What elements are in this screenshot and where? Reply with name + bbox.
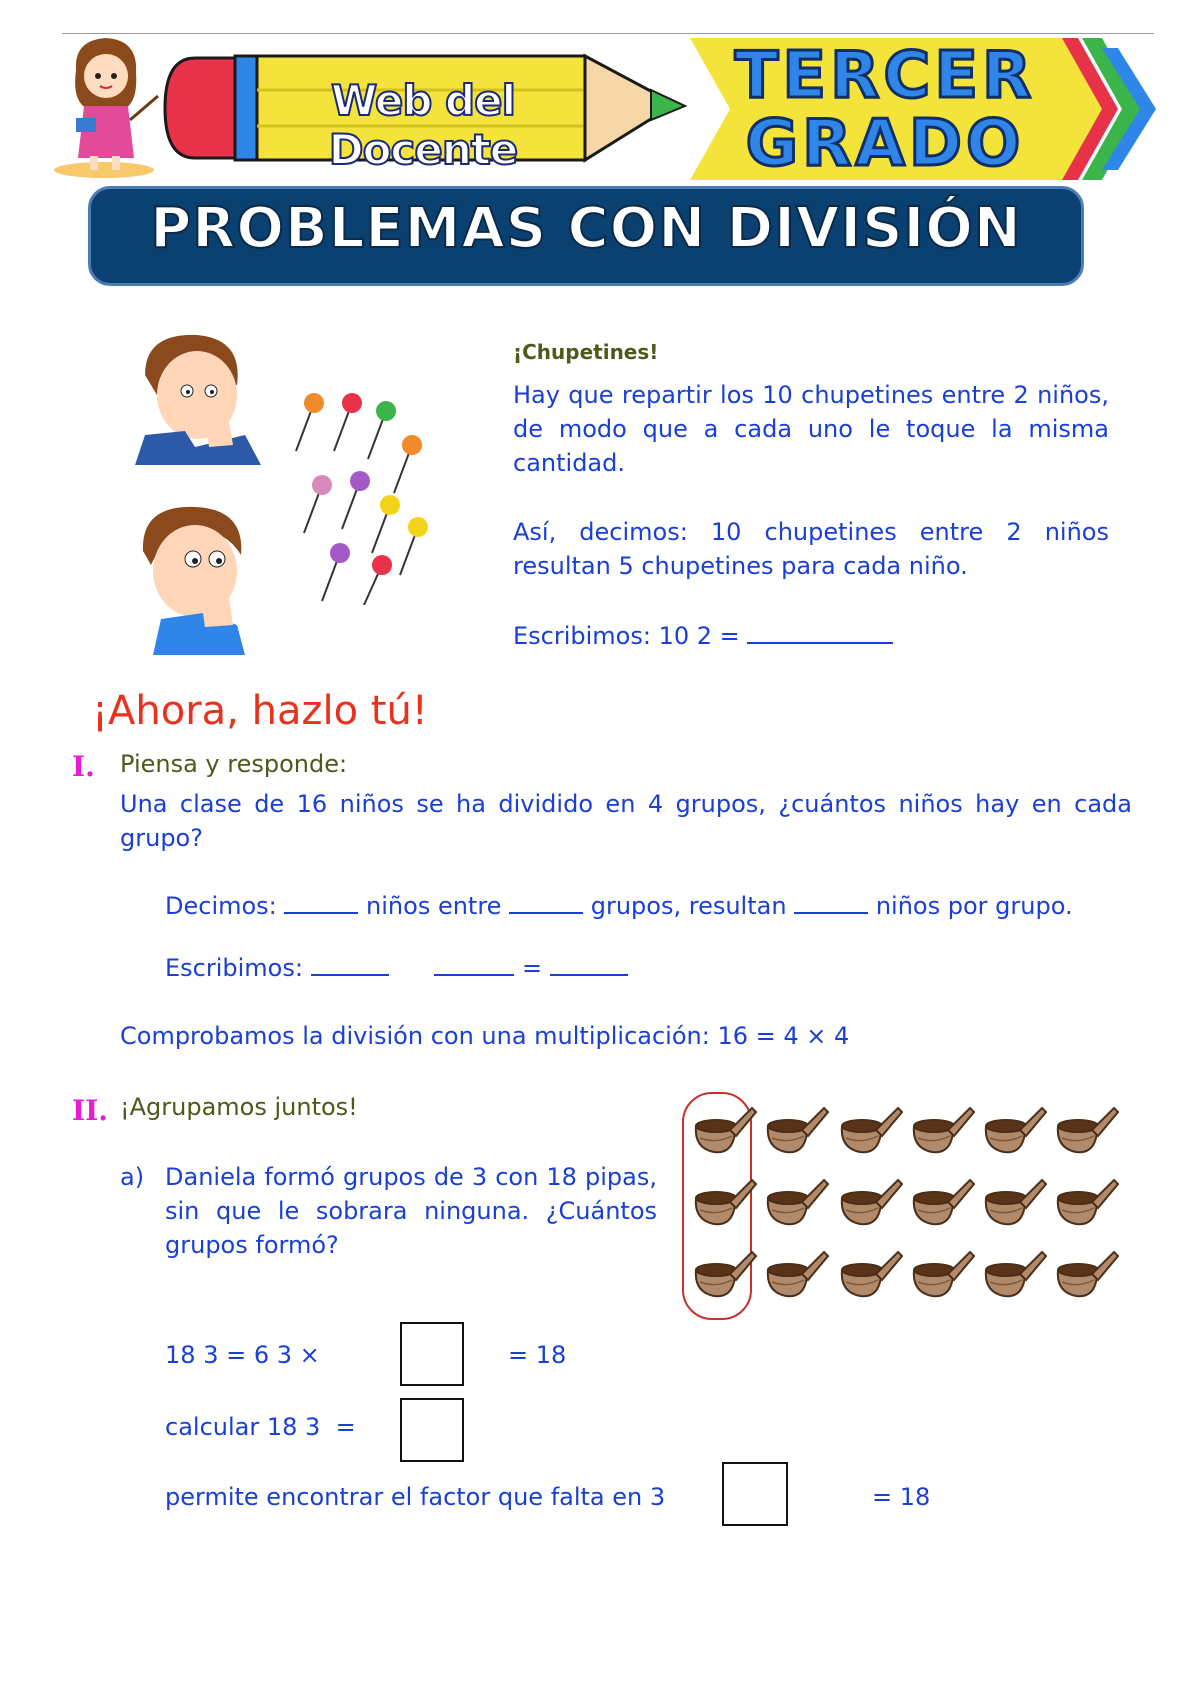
escribimos-line xyxy=(165,950,628,986)
eq1-mid: 3 = 6 xyxy=(203,1341,270,1369)
thinking-boy-1-illustration xyxy=(125,325,265,465)
intro-paragraph-1: Hay que repartir los 10 chupetines entre 2 niños, de modo que a cada uno le toque la misma cantidad. xyxy=(513,381,1109,477)
eq3-text: permite encontrar el factor que falta en 3 xyxy=(165,1483,666,1511)
escribimos-blank-3[interactable] xyxy=(550,950,628,976)
eq1-right: = 18 xyxy=(508,1341,567,1369)
eq2-equals: = xyxy=(335,1413,356,1441)
equation-2 xyxy=(165,1410,356,1445)
intro-write-label: Escribimos: 10 xyxy=(513,622,690,650)
eq2-left: calcular 18 xyxy=(165,1413,298,1441)
decimos-blank-3[interactable] xyxy=(794,888,868,914)
section-1-question: Una clase de 16 niños se ha dividido en 4 grupos, ¿cuántos niños hay en cada grupo? xyxy=(120,790,1132,852)
section-1-label: Piensa y responde: xyxy=(120,750,348,778)
answer-blank[interactable] xyxy=(747,618,893,644)
decimos-end: niños por grupo. xyxy=(875,892,1073,920)
equation-1-left xyxy=(165,1338,320,1373)
now-heading: ¡Ahora, hazlo tú! xyxy=(92,688,428,734)
decimos-blank-2[interactable] xyxy=(509,888,583,914)
escribimos-label: Escribimos: xyxy=(165,954,303,982)
check-line: Comprobamos la división con una multiplicación: 16 = 4 × 4 xyxy=(120,1022,850,1050)
page-title: PROBLEMAS CON DIVISIÓN xyxy=(150,196,1022,261)
lollipops-illustration xyxy=(290,385,430,605)
escribimos-blank-2[interactable] xyxy=(434,950,514,976)
item-a-text: Daniela formó grupos de 3 con 18 pipas, sin que le sobrara ninguna. ¿Cuántos grupos formó? xyxy=(165,1163,657,1259)
decimos-line xyxy=(165,888,1073,923)
grade-line-1: TERCER xyxy=(734,39,1036,113)
intro-paragraph-2: Así, decimos: 10 chupetines entre 2 niños resultan 5 chupetines para cada niño. xyxy=(513,518,1109,580)
decimos-label: Decimos: xyxy=(165,892,277,920)
decimos-mid-2: grupos, resultan xyxy=(590,892,787,920)
intro-heading: ¡Chupetines! xyxy=(513,340,659,364)
intro-write-rest: 2 = xyxy=(696,622,740,650)
brand-name: Web del Docente xyxy=(328,76,518,174)
eq1-times: 3 × xyxy=(276,1341,320,1369)
teacher-mascot-illustration xyxy=(46,30,166,180)
item-a-label: a) xyxy=(120,1163,145,1191)
eq1-left: 18 xyxy=(165,1341,196,1369)
section-2-label: ¡Agrupamos juntos! xyxy=(120,1093,358,1121)
equals-sign: = xyxy=(522,954,543,982)
section-2-numeral: II. xyxy=(72,1094,108,1127)
pipes-grid-illustration xyxy=(690,1104,1120,1324)
eq2-mid: 3 xyxy=(305,1413,321,1441)
thinking-boy-2-illustration xyxy=(125,495,265,655)
grade-line-2: GRADO xyxy=(745,107,1025,181)
answer-box-2[interactable] xyxy=(400,1398,464,1462)
escribimos-blank-1[interactable] xyxy=(311,950,389,976)
decimos-mid-1: niños entre xyxy=(366,892,502,920)
decimos-blank-1[interactable] xyxy=(284,888,358,914)
section-1-numeral: I. xyxy=(72,750,95,783)
intro-write-line xyxy=(513,618,893,654)
answer-box-1[interactable] xyxy=(400,1322,464,1386)
answer-box-3[interactable] xyxy=(722,1462,788,1526)
eq3-right: = 18 xyxy=(872,1483,931,1511)
